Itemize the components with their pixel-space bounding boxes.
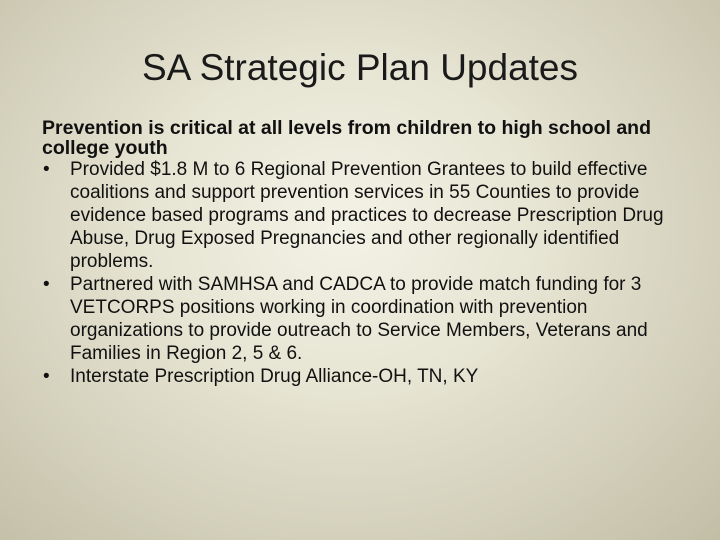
- bullet-item: [42, 158, 682, 273]
- bullet-item: [42, 273, 682, 365]
- bullet-text: Partnered with SAMHSA and CADCA to provide match funding for 3 VETCORPS positions working in coordination with prevention organizations to provide outreach to Service Members, Veterans and Families in Region 2, 5 & 6.: [70, 274, 648, 364]
- slide-body: [42, 118, 682, 388]
- bullet-glyph: •: [43, 274, 50, 295]
- bullet-glyph: •: [43, 366, 50, 387]
- bullet-item: [42, 365, 682, 388]
- bullet-text: Interstate Prescription Drug Alliance-OH, TN, KY: [70, 366, 479, 387]
- bullet-list: [42, 158, 682, 388]
- bullet-glyph: •: [43, 159, 50, 180]
- slide-title: SA Strategic Plan Updates: [141, 47, 579, 88]
- lead-paragraph: Prevention is critical at all levels from children to high school and college youth: [42, 117, 651, 159]
- bullet-text: Provided $1.8 M to 6 Regional Prevention Grantees to build effective coalitions and support prevention services in 55 Counties to provide evidence based programs and practices to decrease Prescription Drug Abuse, Drug Exposed Pregnancies and other regionally identified problems.: [70, 159, 664, 272]
